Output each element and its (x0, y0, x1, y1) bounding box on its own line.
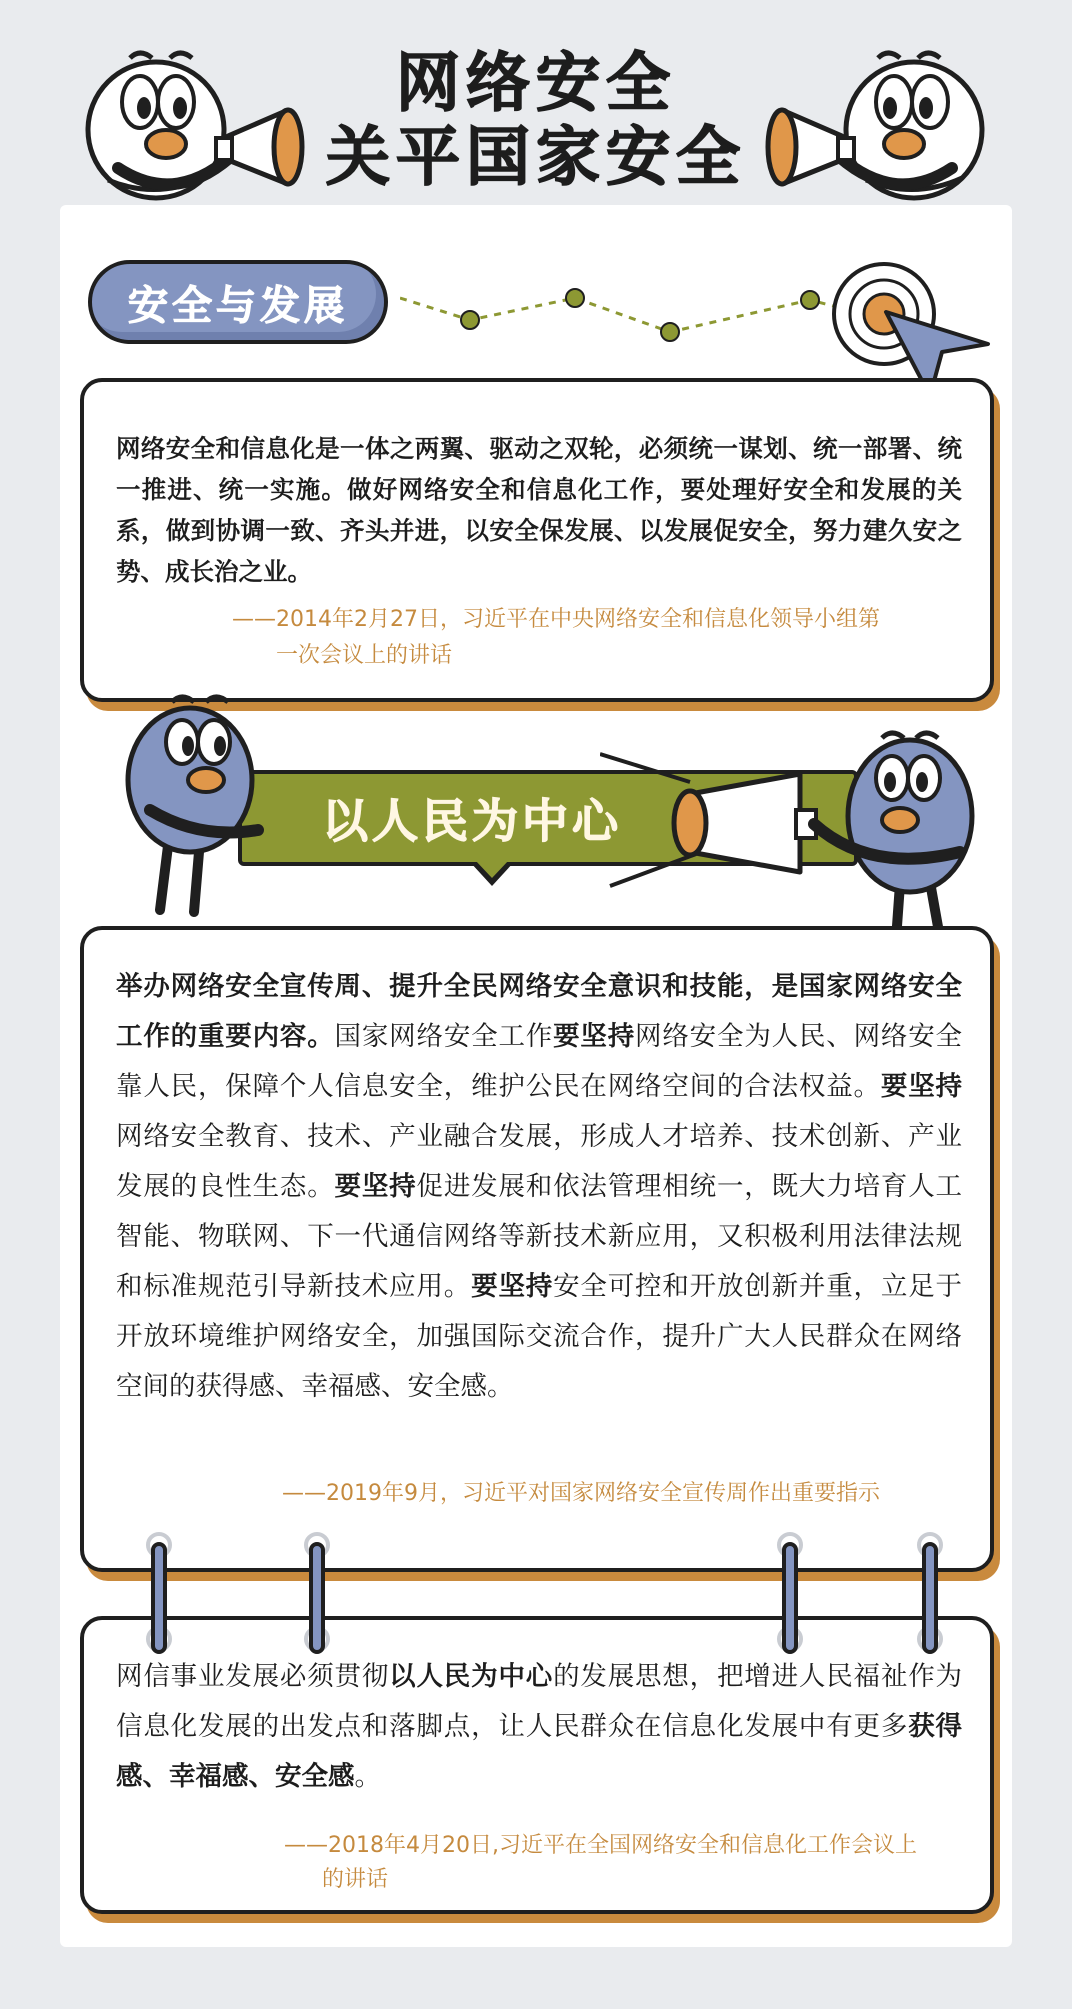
page-title-line1: 网络安全 (396, 47, 676, 121)
section-label-security-development (88, 260, 388, 344)
card1-body: 网络安全和信息化是一体之两翼、驱动之双轮，必须统一谋划、统一部署、统一推进、统一实施。做好网络安全和信息化工作，要处理好安全和发展的关系，做到协调一致、齐头并进，以安全保发展、以发展促安全，努力建久安之势、成长治之业。 (116, 434, 962, 586)
mascot-blue-right (600, 724, 1000, 944)
quote-card-1 (80, 378, 994, 702)
megaphone-icon (768, 110, 854, 184)
megaphone-icon (674, 774, 816, 872)
binder-ring (922, 1542, 938, 1654)
dotted-path (400, 270, 900, 360)
card3-body: 网信事业发展必须贯彻以人民为中心的发展思想，把增进人民福祉作为信息化发展的出发点和落脚点，让人民群众在信息化发展中有更多获得感、幸福感、安全感。 (116, 1661, 963, 1792)
section-label-text: 安全与发展 (128, 282, 348, 329)
card2-quote: ——2019年9月，习近平对国家网络安全宣传周作出重要指示 (282, 1481, 880, 1506)
mascot-blue-left (120, 680, 290, 930)
page-title-line2: 关平国家安全 (326, 121, 746, 195)
card2-lead: 举办网络安全宣传周、提升全民网络安全意识和技能，是国家网络安全工作的重要内容。 (116, 971, 962, 1052)
card1-quote-line2: 一次会议上的讲话 (276, 643, 453, 668)
mascot-left (78, 40, 318, 210)
card2-body: 举办网络安全宣传周、提升全民网络安全意识和技能，是国家网络安全工作的重要内容。国家网络安全工作要坚持网络安全为人民、网络安全靠人民，保障个人信息安全，维护公民在网络空间的合法权益。要坚持网络安全教育、技术、产业融合发展，形成人才培养、技术创新、产业发展的良性生态。要坚持促进发展和依法管理相统一，既大力培育人工智能、物联网、下一代通信网络等新技术新应用，又积极利用法律法规和标准规范引导新技术应用。要坚持安全可控和开放创新并重，立足于开放环境维护网络安全，加强国际交流合作，提升广大人民群众在网络空间的获得感、幸福感、安全感。 (116, 971, 963, 1402)
binder-ring (309, 1542, 325, 1654)
card3-quote-line2: 的讲话 (322, 1867, 389, 1892)
quote-card-2 (80, 926, 994, 1572)
card1-quote-line1: ——2014年2月27日，习近平在中央网络安全和信息化领导小组第 (232, 607, 880, 632)
card3-quote-line1: ——2018年4月20日,习近平在全国网络安全和信息化工作会议上 (284, 1833, 917, 1858)
binder-ring (151, 1542, 167, 1654)
mascot-right (752, 40, 992, 210)
binder-ring (782, 1542, 798, 1654)
banner-text: 以人民为中心 (322, 794, 622, 848)
megaphone-icon (216, 110, 302, 184)
quote-card-3 (80, 1616, 994, 1914)
